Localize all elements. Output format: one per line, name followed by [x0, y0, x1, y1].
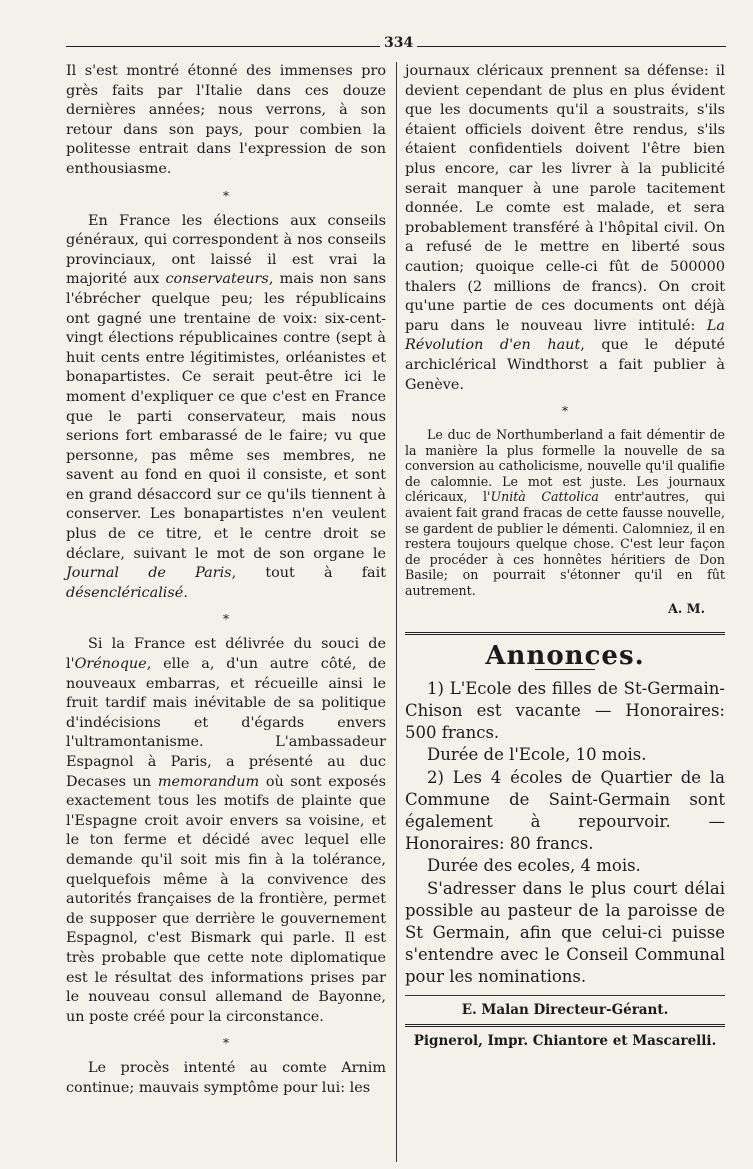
page-number: 334	[380, 35, 417, 51]
paragraph-arnim-continued: journaux cléricaux prennent sa défense: il devient cependant de plus en plus évident que les documents qu'il a soustraits, s'ils étaient officiels doivent être rendus, s'ils étaient confidentiels doivent l'être bien plus encore, car les livrer à la publicité serait manquer à une parole tacitement donnée. Le comte est malade, et sera probablement transféré à l'hôpital civil. On a refusé de le mettre en liberté sous caution; quoique celle-ci fût de 500000 thalers (2 millions de francs). On croit qu'une partie de ces documents ont déjà paru dans le nouveau livre intitulé: La Révolution d'en haut, que le député archiclérical Windthorst a fait publier à Genève.	[405, 63, 725, 393]
footer-printer: Pignerol, Impr. Chiantore et Mascarelli.	[413, 1032, 717, 1049]
signature: A. M.	[668, 600, 705, 616]
footer-double-rule	[405, 1024, 725, 1027]
announcement-contact: S'adresser dans le plus court délai possible au pasteur de la paroisse de St Germain, afin que celui-ci puisse s'entendre avec le Conseil Communal pour les nominations.	[405, 878, 725, 987]
announcement-2: 2) Les 4 écoles de Quartier de la Commune de Saint-Germain sont également à repourvoir. — Honoraires: 80 francs.	[405, 767, 725, 854]
left-column	[66, 62, 386, 1099]
announcement-duration-1: Durée de l'Ecole, 10 mois.	[427, 745, 647, 765]
announcement-duration-2: Durée des ecoles, 4 mois.	[427, 856, 641, 876]
footer-rule	[405, 995, 725, 996]
announcement-1: 1) L'Ecole des filles de St-Germain-Chison est vacante — Honoraires: 500 francs.	[405, 678, 725, 743]
separator-star: *	[223, 612, 229, 627]
column-divider	[396, 62, 397, 1162]
separator-star: *	[562, 404, 568, 419]
annonces-title: Annonces.	[485, 641, 645, 672]
paragraph-italy: Il s'est montré étonné des immenses pro grès faits par l'Italie dans ces douze dernières années; nous verrons, à son retour dans son pays, pour combien la politesse entrait dans l'expression de son enthousiasme.	[66, 63, 386, 177]
separator-star: *	[223, 188, 229, 203]
paragraph-orenoque: Si la France est délivrée du souci de l'Orénoque, elle a, d'un autre côté, de nouveaux embarras, et récueille ainsi le fruit tardif mais inévitable de sa politique d'indécisions et d'égards envers l'ultramontanisme. L'ambassadeur Espagnol à Paris, a présenté au duc Decases un memorandum où sont exposés exactement tous les motifs de plainte que l'Espagne croit avoir envers sa voisine, et le ton ferme et décidé avec lequel elle demande qu'il soit mis fin à la tolérance, quelquefois même à la convivence des autorités françaises de la frontière, permet de supposer que derrière le gouvernement Espagnol, c'est Bismark qui parle. Il est très probable que cette note diplomatique est le résultat des informations prises par le nouveau consul allemand de Bayonne, un poste créé pour la circonstance.	[66, 636, 386, 1025]
paragraph-france-elections: En France les élections aux conseils généraux, qui correspondent à nos conseils provinciaux, ont laissé il est vrai la majorité aux conservateurs, mais non sans l'ébrécher quelque peu; les républicains ont gagné une trentaine de voix: six-cent-vingt élections républicaines contre (sept à huit cents entre légitimistes, orléanistes et bonapartistes. Ce serait peut-être ici le moment d'expliquer ce que c'est en France que le parti conservateur, mais nous serions fort embarassé de le faire; vu que personne, pas même ses membres, ne savent au fond en quoi il consiste, et sont en grand désaccord sur ce qu'ils tiennent à conserver. Les bonapartistes n'en veulent plus de ce titre, et le centre droit se déclare, suivant le mot de son organe le Journal de Paris, tout à fait désencléricalisé.	[66, 212, 387, 601]
footer-director: E. Malan Directeur-Gérant.	[461, 1001, 669, 1018]
right-column	[405, 62, 725, 1051]
paragraph-northumberland: Le duc de Northumberland a fait démentir de la manière la plus formelle la nouvelle de sa conversion au catholicisme, nouvelle qu'il qualifie de calomnie. Le mot est juste. Les journaux cléricaux, l'Unità Cattolica entr'autres, qui avaient fait grand fracas de cette fausse nouvelle, se gardent de publier le démenti. Calomniez, il en restera toujours quelque chose. C'est leur façon de procéder à ces honnêtes héritiers de Don Basile; on pourrait s'étonner qu'il en fût autrement.	[405, 427, 726, 599]
paragraph-arnim: Le procès intenté au comte Arnim continue; mauvais symptôme pour lui: les	[66, 1060, 386, 1096]
separator-star: *	[223, 1036, 229, 1051]
section-rule	[405, 632, 725, 635]
